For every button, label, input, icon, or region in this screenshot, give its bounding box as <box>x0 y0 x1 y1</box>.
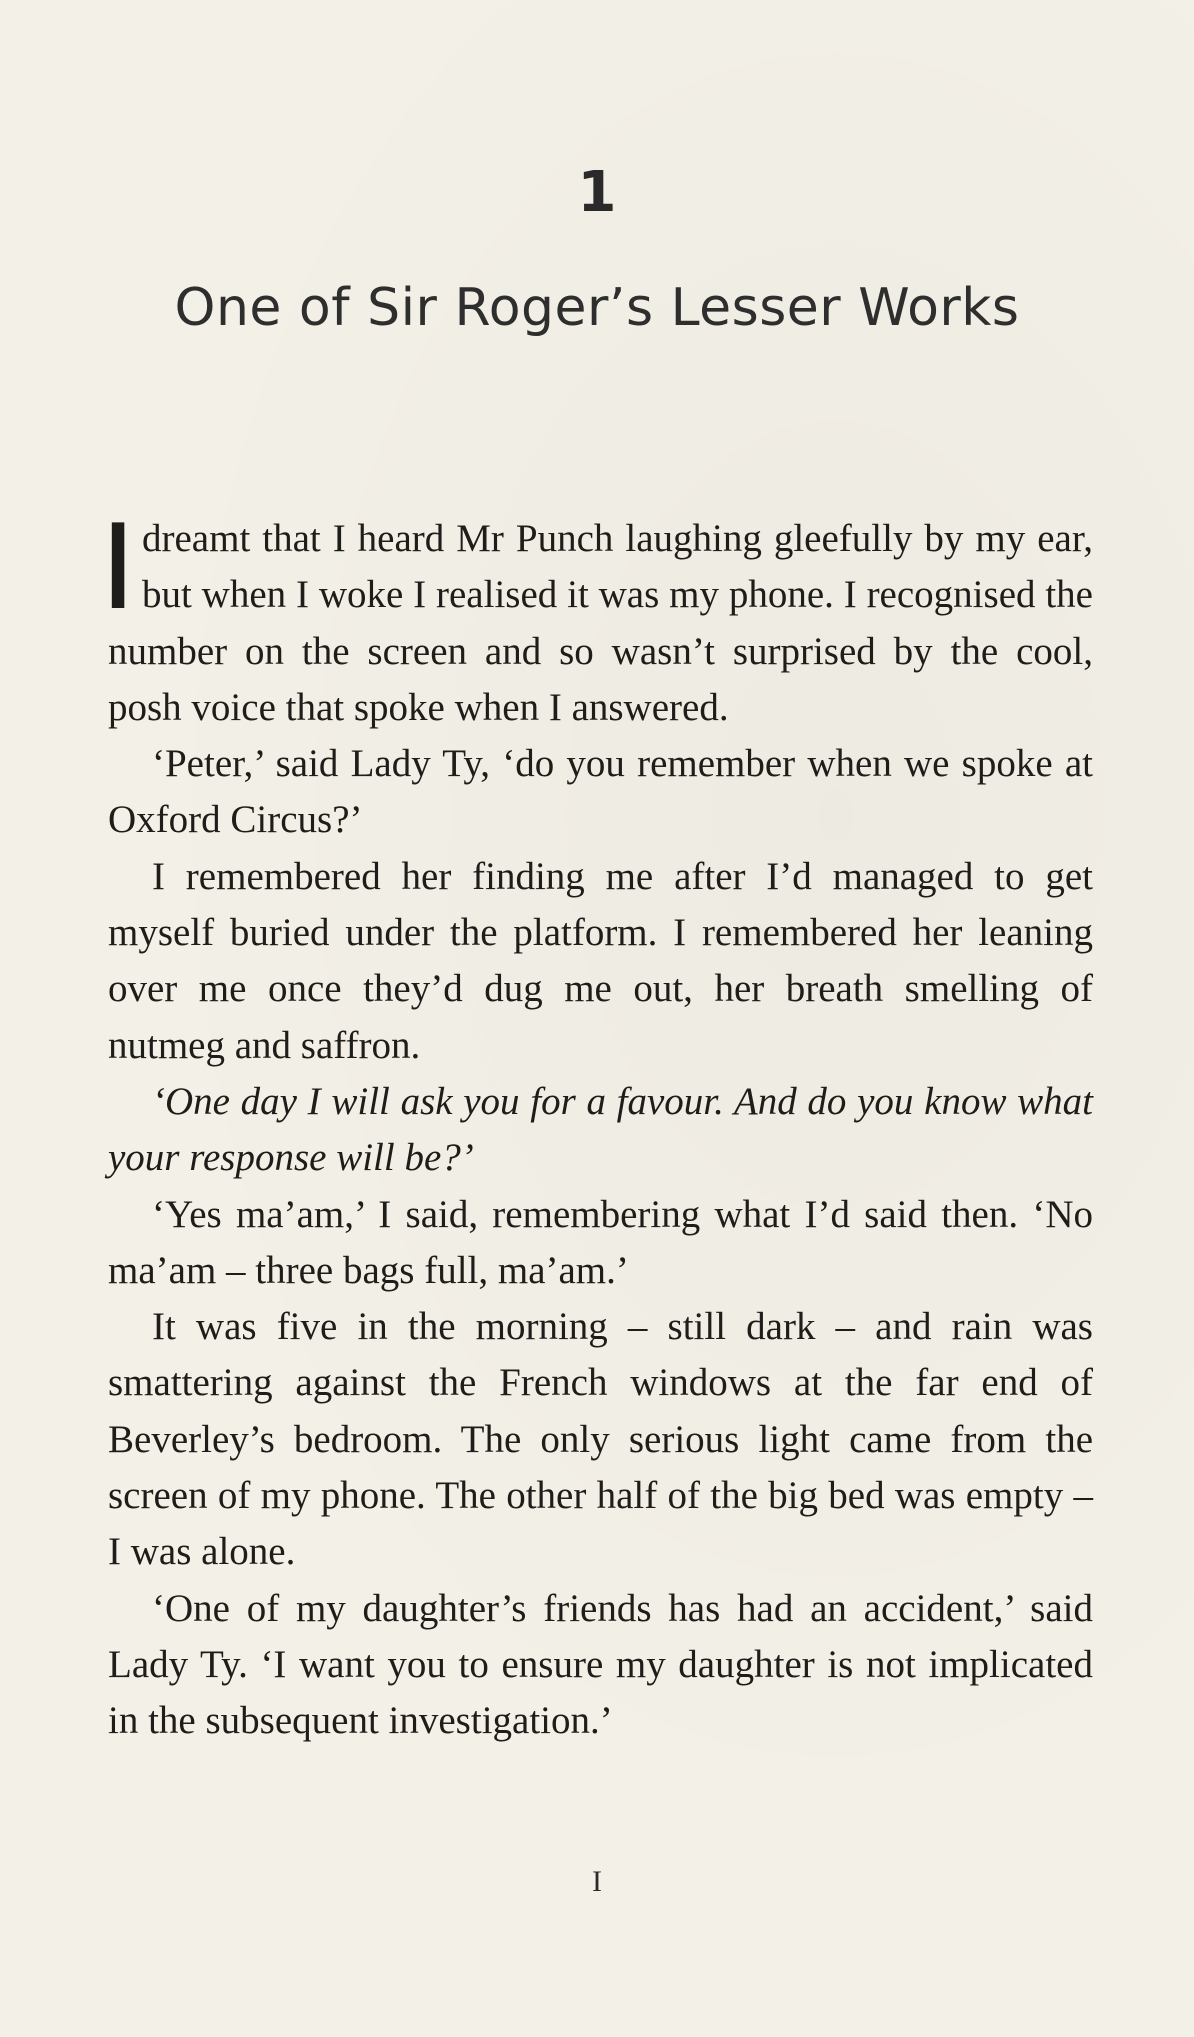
paragraph-3: I remembered her finding me after I’d managed to get myself buried under the platform. I remembered her leaning over me once they’d dug me out, her breath smelling of nutmeg and saffron. <box>108 854 1093 1067</box>
paragraph-5: ‘Yes ma’am,’ I said, remembering what I’d said then. ‘No ma’am – three bags full, ma’am.’ <box>108 1192 1093 1292</box>
page-number: I <box>592 1865 602 1898</box>
drop-cap: I <box>106 497 131 635</box>
paragraph-6: It was five in the morning – still dark – and rain was smattering against the French windows at the far end of Beverley’s bedroom. The only serious light came from the screen of my phone. The other half of the big bed was empty – I was alone. <box>108 1305 1093 1574</box>
paragraph-1-text: dreamt that I heard Mr Punch laughing gleefully by my ear, but when I woke I realised it was my phone. I recognised the number on the screen and so wasn’t surprised by the cool, posh voice that spoke when I answered. <box>108 517 1093 729</box>
paragraph-4-italic-quote: ‘One day I will ask you for a favour. And do you know what your response will be?’ <box>108 1079 1093 1180</box>
chapter-title: One of Sir Roger’s Lesser Works <box>174 278 1020 338</box>
chapter-number: 1 <box>577 160 617 225</box>
paragraph-1 <box>106 497 1093 736</box>
chapter-body <box>106 497 1093 1750</box>
paragraph-2: ‘Peter,’ said Lady Ty, ‘do you remember when we spoke at Oxford Circus?’ <box>108 742 1093 842</box>
paragraph-7: ‘One of my daughter’s friends has had an accident,’ said Lady Ty. ‘I want you to ensure my daughter is not implicated in the subsequent investigation.’ <box>108 1586 1093 1743</box>
